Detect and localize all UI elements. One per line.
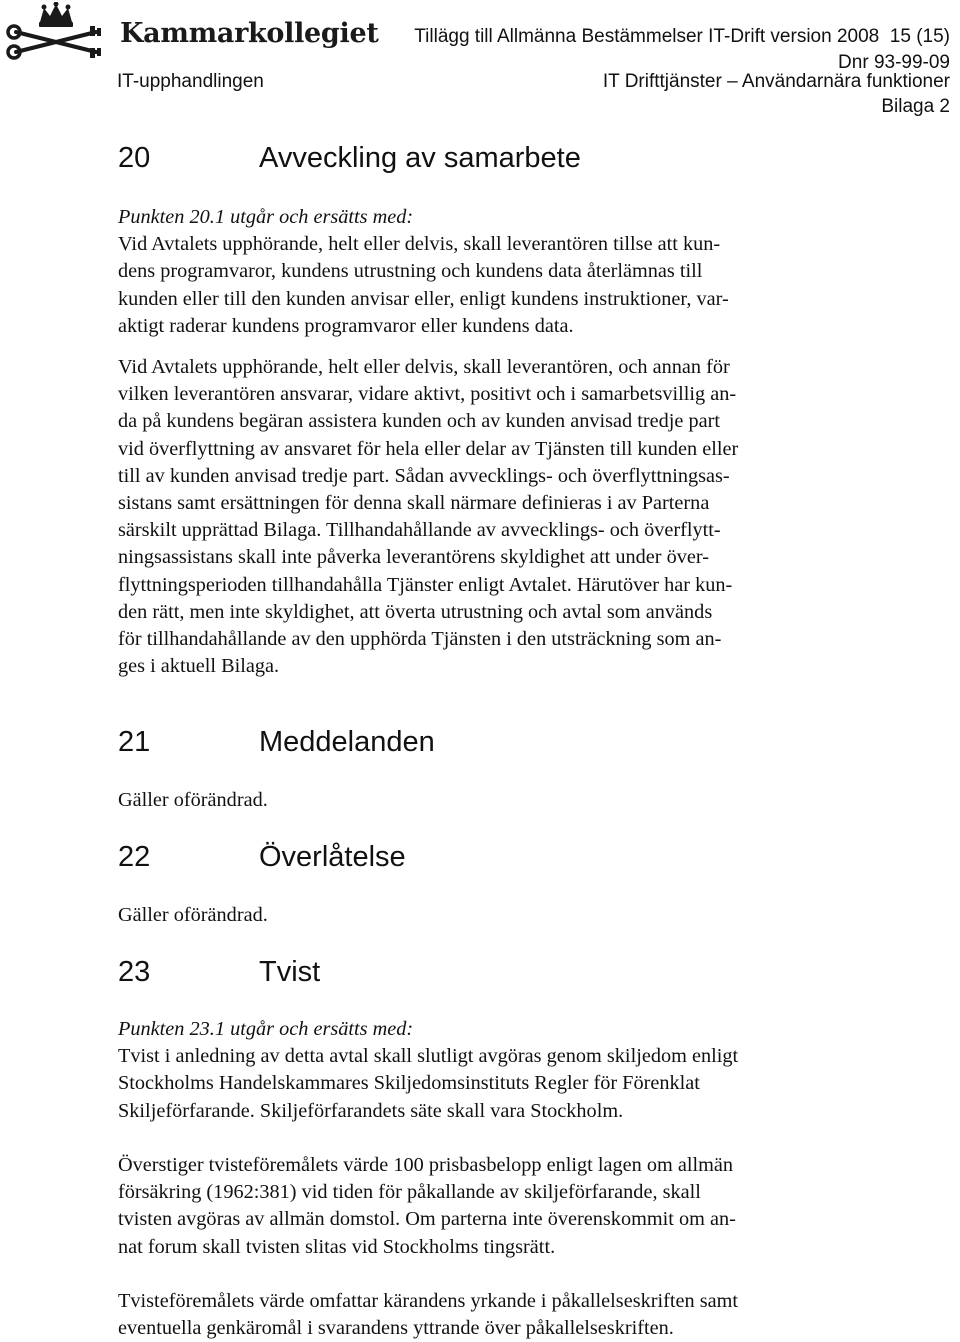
- page-number: 15 (15): [889, 26, 950, 47]
- header-left-label: IT-upphandlingen: [117, 71, 264, 92]
- intro-line: Punkten 20.1 utgår och ersätts med:: [118, 206, 414, 228]
- doc-title: Tillägg till Allmänna Bestämmelser IT-Drift version 2008: [414, 26, 880, 47]
- section-title: Tvist: [259, 956, 321, 988]
- text-line: ningsassistans skall inte påverka leverantörens skyldighet att under över-: [118, 546, 709, 569]
- section-title: Meddelanden: [259, 726, 435, 758]
- section-intro: [118, 204, 858, 340]
- section-heading: [118, 726, 435, 759]
- text-line: till av kunden anvisad tredje part. Sådan avvecklings- och överflyttningsas-: [118, 464, 730, 487]
- text-line: da på kundens begäran assistera kunden och av kunden anvisad tredje part: [118, 410, 721, 433]
- section-number: 20: [118, 142, 151, 174]
- text-line: försäkring (1962:381) vid tiden för påkallande av skiljeförfarande, skall: [118, 1181, 701, 1204]
- paragraph: [118, 354, 858, 680]
- text-line: vid överflyttning av ansvaret för hela eller delar av Tjänsten till kunden eller: [118, 437, 739, 460]
- text-line: ges i aktuell Bilaga.: [118, 655, 280, 678]
- section-intro: [118, 1016, 858, 1125]
- text-line: sistans samt ersättningen för denna skall närmare definieras i av Parterna: [118, 492, 710, 515]
- header-right-label: IT Drifttjänster – Användarnära funktioner: [602, 71, 950, 92]
- text-line: vilken leverantören ansvarar, vidare aktivt, positivt och i samarbetsvillig an-: [118, 383, 737, 406]
- text-line: Gäller oförändrad.: [118, 904, 268, 926]
- text-line: Överstiger tvisteföremålets värde 100 prisbasbelopp enligt lagen om allmän: [118, 1154, 734, 1176]
- text-line: den rätt, men inte skyldighet, att överta utrustning och avtal som används: [118, 600, 713, 623]
- section-title: Överlåtelse: [259, 841, 406, 873]
- text-line: eventuella genkäromål i svarandens yttrande över påkallelseskriften.: [118, 1317, 674, 1340]
- text-line: kunden eller till den kunden anvisar eller, enligt kundens instruktioner, var-: [118, 287, 729, 310]
- paragraph: [118, 1152, 858, 1261]
- text-line: Tvist i anledning av detta avtal skall slutligt avgöras genom skiljedom enligt: [118, 1045, 739, 1068]
- section-title: Avveckling av samarbete: [259, 142, 581, 174]
- text-line: för tillhandahållande av den upphörda Tjänsten i den utsträckning som an-: [118, 628, 722, 651]
- text-line: Stockholms Handelskammares Skiljedomsinstituts Regler för Förenklat: [118, 1072, 700, 1095]
- kammarkollegiet-logo: [6, 2, 379, 62]
- intro-line: Punkten 23.1 utgår och ersätts med:: [118, 1018, 414, 1040]
- text-line: Gäller oförändrad.: [118, 789, 268, 811]
- text-line: Skiljeförfarande. Skiljeförfarandets säte skall vara Stockholm.: [118, 1099, 624, 1122]
- section-heading: [118, 956, 320, 989]
- text-line: särskilt upprättad Bilaga. Tillhandahållande av avvecklings- och överflytt-: [118, 519, 721, 542]
- section-number: 23: [118, 956, 151, 988]
- text-line: Tvisteföremålets värde omfattar kärandens yrkande i påkallelseskriften samt: [118, 1290, 739, 1312]
- crown-keys-icon: [6, 2, 118, 62]
- paragraph: [118, 1288, 858, 1342]
- text-line: flyttningsperioden tillhandahålla Tjänster enligt Avtalet. Härutöver har kun-: [118, 573, 733, 596]
- section-number: 22: [118, 841, 151, 873]
- section-heading: [118, 142, 581, 175]
- text-line: Vid Avtalets upphörande, helt eller delvis, skall leverantören, och annan för: [118, 356, 730, 378]
- header-dnr: Dnr 93-99-09: [838, 52, 950, 73]
- header-bilaga: Bilaga 2: [881, 96, 950, 117]
- text-line: nat forum skall tvisten slitas vid Stockholms tingsrätt.: [118, 1235, 556, 1258]
- text-line: aktigt raderar kundens programvaror eller kundens data.: [118, 314, 574, 337]
- section-heading: [118, 841, 406, 874]
- text-line: tvisten avgöras av allmän domstol. Om parterna inte överenskommit om an-: [118, 1208, 736, 1231]
- paragraph: [118, 787, 858, 814]
- section-number: 21: [118, 726, 151, 758]
- paragraph: [118, 902, 858, 929]
- text-line: Vid Avtalets upphörande, helt eller delvis, skall leverantören tillse att kun-: [118, 233, 721, 256]
- text-line: dens programvaror, kundens utrustning och kundens data återlämnas till: [118, 260, 703, 283]
- header-document-title: [414, 26, 950, 48]
- logo-wordmark: Kammarkollegiet: [120, 18, 379, 49]
